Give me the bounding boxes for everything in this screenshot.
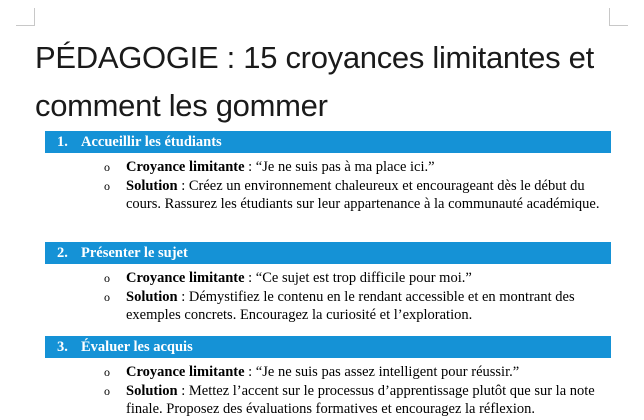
circle-bullet-icon: o bbox=[104, 289, 110, 304]
belief-label: Croyance limitante bbox=[126, 364, 245, 380]
belief-item bbox=[45, 363, 611, 382]
crop-mark-left-vertical bbox=[34, 8, 35, 26]
solution-label: Solution bbox=[126, 177, 178, 194]
section-heading-bar bbox=[45, 336, 611, 358]
section-heading-bar bbox=[45, 131, 611, 153]
section-number: 2. bbox=[57, 245, 68, 261]
solution-label: Solution bbox=[126, 382, 178, 399]
solution-item bbox=[45, 382, 611, 419]
solution-text: : Mettez l’accent sur le processus d’apprentissage plutôt que sur la note finale. Proposez des évaluations formatives et encouragez la réflexion. bbox=[126, 382, 595, 417]
section-number: 1. bbox=[57, 134, 68, 150]
crop-mark-right-vertical bbox=[609, 8, 610, 26]
section-items bbox=[45, 269, 611, 325]
section-heading: Évaluer les acquis bbox=[81, 339, 193, 355]
solution-text: : Démystifiez le contenu en le rendant accessible et en montrant des exemples concrets. Encouragez la curiosité et l’exploration. bbox=[126, 288, 575, 323]
belief-text: : “Je ne suis pas à ma place ici.” bbox=[244, 159, 435, 175]
belief-text: : “Je ne suis pas assez intelligent pour réussir.” bbox=[244, 364, 520, 380]
belief-label: Croyance limitante bbox=[126, 270, 245, 286]
solution-item bbox=[45, 288, 611, 325]
belief-item bbox=[45, 158, 611, 177]
circle-bullet-icon: o bbox=[104, 271, 110, 285]
circle-bullet-icon: o bbox=[104, 365, 110, 379]
section-2 bbox=[45, 242, 611, 325]
belief-text: : “Ce sujet est trop difficile pour moi.” bbox=[244, 270, 472, 286]
crop-mark-left-horizontal bbox=[16, 25, 35, 26]
belief-label: Croyance limitante bbox=[126, 159, 245, 175]
crop-mark-right-horizontal bbox=[609, 25, 628, 26]
document-title: PÉDAGOGIE : 15 croyances limitantes et comment les gommer bbox=[35, 40, 594, 123]
section-heading: Accueillir les étudiants bbox=[81, 134, 222, 150]
section-heading: Présenter le sujet bbox=[81, 245, 188, 261]
section-items bbox=[45, 363, 611, 419]
solution-label: Solution bbox=[126, 288, 178, 305]
section-heading-bar bbox=[45, 242, 611, 264]
section-number: 3. bbox=[57, 339, 68, 355]
belief-item bbox=[45, 269, 611, 288]
circle-bullet-icon: o bbox=[104, 160, 110, 174]
section-3 bbox=[45, 336, 611, 419]
section-1 bbox=[45, 131, 611, 214]
circle-bullet-icon: o bbox=[104, 178, 110, 193]
solution-text: : Créez un environnement chaleureux et encourageant dès le début du cours. Rassurez les étudiants sur leur appartenance à la communauté académique. bbox=[126, 177, 600, 212]
solution-item bbox=[45, 177, 611, 214]
circle-bullet-icon: o bbox=[104, 383, 110, 398]
section-items bbox=[45, 158, 611, 214]
